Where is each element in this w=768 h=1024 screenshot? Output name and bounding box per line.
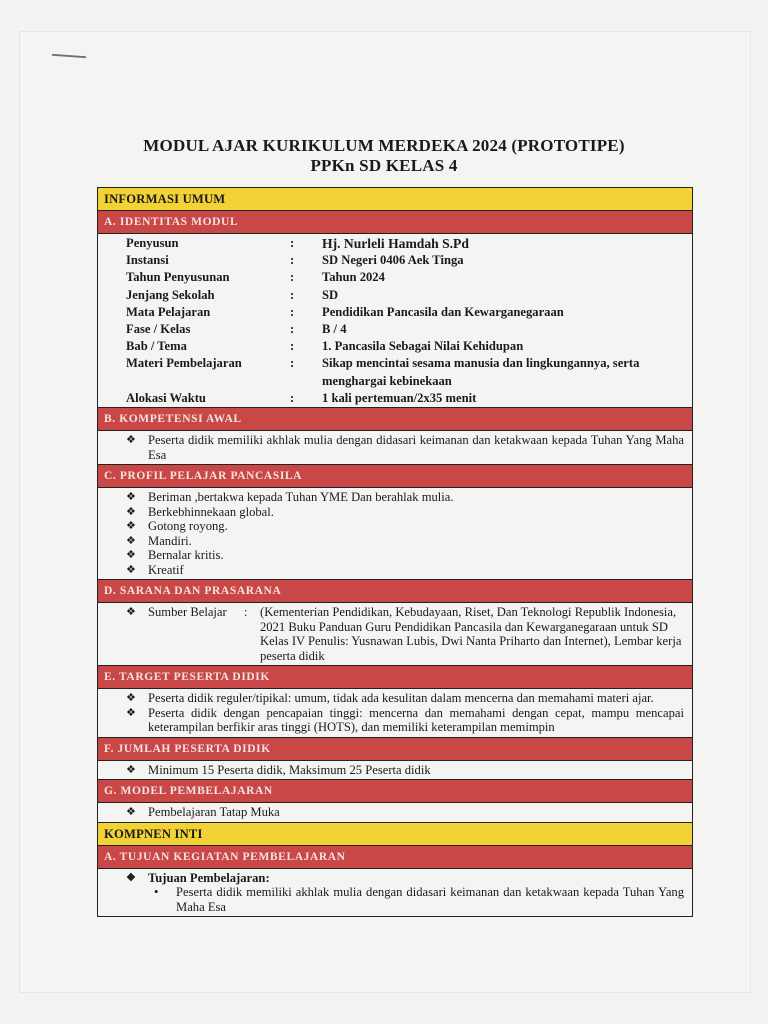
identitas-row <box>126 252 684 269</box>
identitas-row <box>126 304 684 321</box>
sarana-colon: : <box>244 605 248 620</box>
section-target-peserta: E. TARGET PESERTA DIDIK <box>98 666 692 689</box>
row-colon: : <box>290 270 295 285</box>
tujuan-block <box>98 869 692 917</box>
list-item: ❖ Gotong royong. <box>126 519 684 534</box>
sarana-value: (Kementerian Pendidikan, Kebudayaan, Riset, Dan Teknologi Republik Indonesia, 2021 Buku Panduan Guru Pendidikan Pancasila dan Kewarganegaraan untuk SD Kelas IV Penulis: Yusnawan Lubis, Dwi Nanta Priharto dan Internet), Lembar kerja peserta didik <box>260 605 682 663</box>
identitas-row <box>126 235 684 252</box>
row-value: SD <box>322 287 339 302</box>
identitas-row <box>126 338 684 355</box>
identitas-row <box>126 390 684 407</box>
row-value: B / 4 <box>322 322 347 337</box>
section-model-pembelajaran: G. MODEL PEMBELAJARAN <box>98 780 692 803</box>
row-value: Sikap mencintai sesama manusia dan lingkungannya, serta menghargai kebinekaan <box>322 356 640 388</box>
list-item: ❖ Beriman ,bertakwa kepada Tuhan YME Dan berahlak mulia. <box>126 490 684 505</box>
list-item: ❖ Minimum 15 Peserta didik, Maksimum 25 Peserta didik <box>126 763 684 778</box>
identitas-row <box>126 321 684 338</box>
kompetensi-block <box>98 431 692 465</box>
list-item <box>126 605 684 663</box>
list-item: ❖ Peserta didik memiliki akhlak mulia dengan didasari keimanan dan ketakwaan kepada Tuhan Yang Maha Esa <box>126 433 684 462</box>
list-item: ❖ Tujuan Pembelajaran: <box>126 871 684 886</box>
row-label: Penyusun <box>126 236 179 250</box>
identitas-row <box>126 269 684 286</box>
sarana-block <box>98 603 692 666</box>
row-value: 1 kali pertemuan/2x35 menit <box>322 390 477 405</box>
bullet-dot: • <box>154 885 159 900</box>
row-label: Materi Pembelajaran <box>126 356 242 371</box>
row-colon: : <box>290 339 295 354</box>
list-item: ❖ Berkebhinnekaan global. <box>126 505 684 520</box>
section-jumlah-peserta: F. JUMLAH PESERTA DIDIK <box>98 738 692 761</box>
row-colon: : <box>290 322 295 337</box>
row-value: SD Negeri 0406 Aek Tinga <box>322 253 464 268</box>
identitas-block <box>98 234 692 408</box>
row-colon: : <box>290 356 295 371</box>
row-label: Mata Pelajaran <box>126 304 211 319</box>
row-label: Instansi <box>126 253 169 268</box>
jumlah-block <box>98 761 692 781</box>
row-label: Alokasi Waktu <box>126 390 206 405</box>
row-value: Hj. Nurleli Hamdah S.Pd <box>322 236 469 251</box>
section-profil-pelajar: C. PROFIL PELAJAR PANCASILA <box>98 465 692 488</box>
list-item: ❖ Kreatif <box>126 563 684 578</box>
row-colon: : <box>290 236 295 250</box>
list-item: ❖ Peserta didik reguler/tipikal: umum, tidak ada kesulitan dalam mencerna dan memahami materi ajar. <box>126 691 684 706</box>
document-subtitle: PPKn SD KELAS 4 <box>310 156 458 175</box>
section-komponen-inti: KOMPNEN INTI <box>98 823 692 846</box>
row-value: 1. Pancasila Sebagai Nilai Kehidupan <box>322 339 524 354</box>
tujuan-point <box>126 885 684 914</box>
section-sarana-prasarana: D. SARANA DAN PRASARANA <box>98 580 692 603</box>
list-item: ❖ Pembelajaran Tatap Muka <box>126 805 684 820</box>
list-item: ❖ Mandiri. <box>126 534 684 549</box>
row-value: Pendidikan Pancasila dan Kewarganegaraan <box>322 304 564 319</box>
section-identitas-modul: A. IDENTITAS MODUL <box>98 211 692 234</box>
section-informasi-umum: INFORMASI UMUM <box>98 188 692 211</box>
sarana-label: ❖ Sumber Belajar <box>148 605 227 620</box>
row-label: Jenjang Sekolah <box>126 287 215 302</box>
target-block <box>98 689 692 738</box>
identitas-row <box>126 287 684 304</box>
profil-block <box>98 488 692 580</box>
row-colon: : <box>290 287 295 302</box>
row-colon: : <box>290 390 295 405</box>
tujuan-text: Peserta didik memiliki akhlak mulia dengan didasari keimanan dan ketakwaan kepada Tuhan Yang Maha Esa <box>176 885 684 914</box>
row-colon: : <box>290 304 295 319</box>
document-title: MODUL AJAR KURIKULUM MERDEKA 2024 (PROTOTIPE) <box>143 136 625 155</box>
row-label: Tahun Penyusunan <box>126 270 230 285</box>
identitas-row <box>126 355 684 389</box>
row-value: Tahun 2024 <box>322 270 385 285</box>
row-colon: : <box>290 253 295 268</box>
row-label: Bab / Tema <box>126 339 187 354</box>
list-item: ❖ Bernalar kritis. <box>126 548 684 563</box>
model-block <box>98 803 692 823</box>
section-kompetensi-awal: B. KOMPETENSI AWAL <box>98 408 692 431</box>
section-tujuan-kegiatan: A. TUJUAN KEGIATAN PEMBELAJARAN <box>98 846 692 869</box>
module-table <box>97 187 693 917</box>
list-item: ❖ Peserta didik dengan pencapaian tinggi: mencerna dan memahami dengan cepat, mampu mencapai keterampilan berfikir aras tinggi (HOTS), dan memiliki keterampilan memimpin <box>126 706 684 735</box>
row-label: Fase / Kelas <box>126 322 191 337</box>
